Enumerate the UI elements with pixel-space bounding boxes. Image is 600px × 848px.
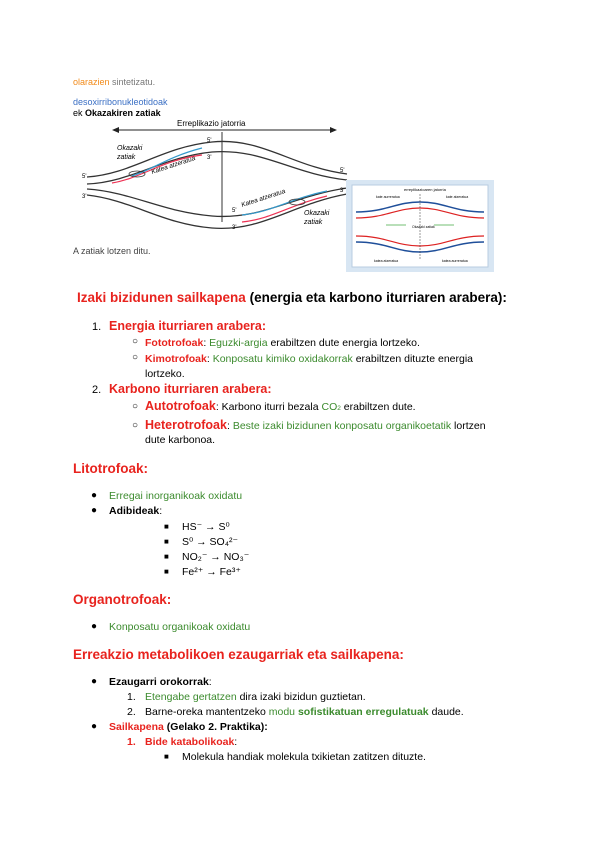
kimotrofoak-item: Kimotrofoak: Konposatu kimiko oxidakorrak erabiltzen dituzte energia xyxy=(145,353,474,365)
svg-text:zatiak: zatiak xyxy=(304,219,323,226)
svg-text:3': 3' xyxy=(82,194,87,200)
svg-text:3': 3' xyxy=(207,155,212,161)
bide-katabolikoak-desc: Molekula handiak molekula txikietan zatitzen dituzte. xyxy=(182,751,426,763)
heterotrofoak-continuation: dute karbonoa. xyxy=(145,434,216,446)
svg-text:Okazaki zatiak: Okazaki zatiak xyxy=(412,225,435,229)
bide-katabolikoak-label: Bide katabolikoak: xyxy=(145,736,238,748)
square-bullet: ■ xyxy=(164,567,169,576)
top-line-1: olarazien sintetizatu. xyxy=(73,77,156,87)
example-4: Fe²⁺ → Fe³⁺ xyxy=(182,566,241,578)
heterotrofoak-item: Heterotrofoak: Beste izaki bizidunen konposatu organikoetatik lortzen xyxy=(145,418,486,432)
kimotrofoak-continuation: lortzeko. xyxy=(145,368,185,380)
svg-text:katea atzeratua: katea atzeratua xyxy=(374,259,399,263)
svg-text:5': 5' xyxy=(82,174,87,180)
diagram-caption: A zatiak lotzen ditu. xyxy=(73,246,151,256)
ezaugarri-2: Barne-oreka mantentzeko modu sofistikatuan erregulatuak daude. xyxy=(145,706,464,718)
autotrofoak-item: Autotrofoak: Karbono iturri bezala CO2 erabiltzen dute. xyxy=(145,399,416,413)
svg-text:3': 3' xyxy=(232,225,237,231)
circle-bullet: ○ xyxy=(132,401,139,412)
energia-heading: Energia iturriaren arabera: xyxy=(109,319,267,333)
square-bullet: ■ xyxy=(164,522,169,531)
list-number-1: 1. xyxy=(92,321,102,333)
erreakzio-heading: Erreakzio metabolikoen ezaugarriak eta sailkapena: xyxy=(73,647,404,662)
list-number-2: 2. xyxy=(92,384,102,396)
replication-diagram xyxy=(82,112,352,247)
bullet-dot: ● xyxy=(91,490,98,501)
example-1: HS⁻ → S⁰ xyxy=(182,521,230,533)
example-3: NO₂⁻ → NO₃⁻ xyxy=(182,551,250,563)
arrow-left-head xyxy=(112,127,119,133)
organotrofoak-bullet-1: Konposatu organikoak oxidatu xyxy=(109,621,251,633)
list-num: 1. xyxy=(127,691,136,703)
fototrofoak-item: Fototrofoak: Eguzki-argia erabiltzen dute energia lortzeko. xyxy=(145,337,420,349)
circle-bullet: ○ xyxy=(132,352,139,363)
svg-text:Okazaki: Okazaki xyxy=(304,210,330,217)
diagram-title: Erreplikazio jatorria xyxy=(177,119,246,128)
section-title-sailkapena: Izaki bizidunen sailkapena (energia eta karbono iturriaren arabera): xyxy=(77,290,507,305)
svg-text:erreplikazioaren jatorria: erreplikazioaren jatorria xyxy=(404,187,446,192)
karbono-heading: Karbono iturriaren arabera: xyxy=(109,382,272,396)
svg-text:zatiak: zatiak xyxy=(117,154,136,161)
ezaugarri-label: Ezaugarri orokorrak: xyxy=(109,676,212,688)
svg-text:Okazaki: Okazaki xyxy=(117,145,143,152)
circle-bullet: ○ xyxy=(132,336,139,347)
svg-text:katea aurreratua: katea aurreratua xyxy=(442,259,468,263)
list-num: 1. xyxy=(127,736,136,748)
svg-text:5': 5' xyxy=(340,168,345,174)
square-bullet: ■ xyxy=(164,552,169,561)
svg-text:Katea atzeratua: Katea atzeratua xyxy=(150,155,197,176)
svg-text:5': 5' xyxy=(207,138,212,144)
arrow-right-head xyxy=(330,127,337,133)
svg-text:kate aurreratua: kate aurreratua xyxy=(376,195,400,199)
list-num: 2. xyxy=(127,706,136,718)
svg-text:3': 3' xyxy=(340,188,345,194)
bullet-dot: ● xyxy=(91,721,98,732)
square-bullet: ■ xyxy=(164,752,169,761)
square-bullet: ■ xyxy=(164,537,169,546)
litotrofoak-heading: Litotrofoak: xyxy=(73,461,148,476)
circle-bullet: ○ xyxy=(132,420,139,431)
example-2: S⁰ → SO₄²⁻ xyxy=(182,536,239,548)
svg-text:Katea atzeratua: Katea atzeratua xyxy=(240,188,287,209)
bullet-dot: ● xyxy=(91,505,98,516)
ezaugarri-1: Etengabe gertatzen dira izaki bizidun guztietan. xyxy=(145,691,366,703)
organotrofoak-heading: Organotrofoak: xyxy=(73,592,172,607)
bullet-dot: ● xyxy=(91,676,98,687)
svg-text:kate atzeratua: kate atzeratua xyxy=(446,195,469,199)
litotrofoak-bullet-1: Erregai inorganikoak oxidatu xyxy=(109,490,243,502)
sailkapena-label: Sailkapena (Gelako 2. Praktika): xyxy=(109,721,268,733)
top-line-3: ek Okazakiren zatiak xyxy=(73,108,161,118)
bullet-dot: ● xyxy=(91,621,98,632)
adibideak-label: Adibideak: xyxy=(109,505,163,517)
replication-fork-figure xyxy=(346,180,494,272)
top-line-2: desoxirribonukleotidoak xyxy=(73,97,168,107)
svg-text:5': 5' xyxy=(232,208,237,214)
